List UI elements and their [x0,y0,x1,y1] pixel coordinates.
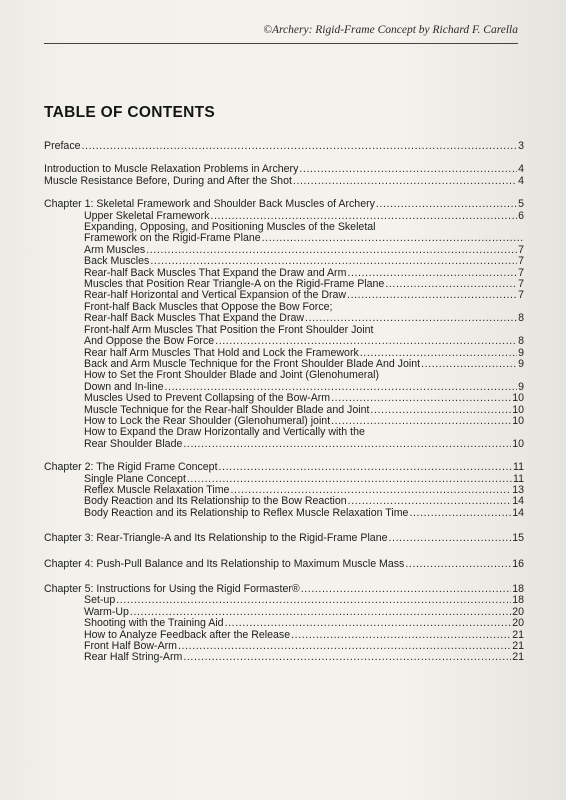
toc-entry-row [84,652,524,663]
toc-entry[interactable] [44,325,524,348]
toc-page-number: 7 [518,243,524,256]
dot-leader [293,176,517,187]
toc-page-number: 11 [513,461,524,474]
toc-entry-text: How to Set the Front Shoulder Blade and Joint (Glenohumeral) [84,369,380,382]
toc-entry-text: Chapter 4: Push-Pull Balance and Its Relationship to Maximum Muscle Mass [44,557,405,570]
toc-page-number: 8 [518,335,524,348]
toc-entry-row [44,559,524,570]
toc-page-number: 10 [512,403,524,416]
dot-leader [331,393,511,404]
toc-entry-text: Rear-half Back Muscles That Expand the Draw [84,312,305,325]
toc-page-number: 20 [512,617,524,630]
toc-entry[interactable] [44,302,524,325]
toc-page-number: 7 [518,289,524,302]
toc-entry-text: Front Half Bow-Arm [84,640,178,653]
toc-entry[interactable] [44,199,524,210]
dot-leader [262,233,523,244]
toc-entry-text: Framework on the Rigid-Frame Plane [84,232,261,245]
toc-page-number: 4 [518,174,524,187]
toc-page-number: 15 [512,532,524,545]
dot-leader [215,336,517,347]
toc-entry-text: Muscle Technique for the Rear-half Shoulder Blade and Joint [84,403,370,416]
toc-entry-text: And Oppose the Bow Force [84,335,215,348]
toc-page-number: 13 [512,483,524,496]
toc-entry-text: Upper Skeletal Framework [84,209,210,222]
dot-leader [183,652,511,663]
toc-entry-row [84,508,524,519]
table-of-contents [44,132,524,664]
toc-page-number: 4 [518,163,524,176]
toc-page-number: 18 [512,594,524,607]
toc-entry-text: Front-half Arm Muscles That Position the Front Shoulder Joint [84,323,374,336]
toc-entry[interactable] [44,141,524,152]
dot-leader [409,508,511,519]
toc-entry-text: Muscle Resistance Before, During and After the Shot [44,174,292,187]
toc-page-number: 7 [518,266,524,279]
toc-entry[interactable] [44,652,524,663]
toc-entry-text: Muscles that Position Rear Triangle-A on the Rigid-Frame Plane [84,278,385,291]
toc-entry-text: Set-up [84,594,116,607]
toc-entry-text: Down and In-line [84,380,164,393]
header-rule [44,43,518,44]
toc-entry-row [44,584,524,595]
toc-entry-row [84,336,524,347]
toc-entry-row [44,199,524,210]
toc-entry[interactable] [44,508,524,519]
toc-entry-text: Front-half Back Muscles that Oppose the Bow Force; [84,300,333,313]
toc-entry-text: Rear half Arm Muscles That Hold and Lock the Framework [84,346,359,359]
toc-page-number: 9 [518,357,524,370]
toc-entry-text: Rear-half Horizontal and Vertical Expansion of the Draw [84,289,347,302]
toc-entry[interactable] [44,176,524,187]
running-header: ©Archery: Rigid-Frame Concept by Richard F. Carella [263,24,518,36]
toc-entry-row [84,313,524,324]
dot-leader [305,313,517,324]
dot-leader [405,559,511,570]
dot-leader [146,245,517,256]
toc-entry-text: How to Analyze Feedback after the Release [84,628,291,641]
toc-entry-row [44,462,524,473]
dot-leader [178,641,511,652]
page-title: TABLE OF CONTENTS [44,104,215,121]
toc-entry[interactable] [44,584,524,595]
toc-page-number: 21 [512,651,524,664]
toc-page-number: 8 [518,312,524,325]
toc-page-number: 5 [518,198,524,211]
toc-page-number: 14 [512,506,524,519]
toc-entry[interactable] [44,222,524,245]
dot-leader [150,256,517,267]
dot-leader [219,462,512,473]
toc-entry-text: Body Reaction and its Relationship to Reflex Muscle Relaxation Time [84,506,409,519]
toc-page-number: 10 [512,392,524,405]
toc-page-number: 20 [512,605,524,618]
dot-leader [301,584,512,595]
toc-page-number: 16 [512,557,524,570]
dot-leader [187,474,512,485]
toc-entry[interactable] [44,462,524,473]
toc-entry-row [44,141,524,152]
dot-leader [183,439,511,450]
toc-entry-text: Rear Half String-Arm [84,651,183,664]
toc-entry-row [84,439,524,450]
toc-entry[interactable] [44,559,524,570]
toc-entry-row [44,533,524,544]
dot-leader [291,630,511,641]
dot-leader [299,164,517,175]
toc-entry[interactable] [44,618,524,629]
toc-entry[interactable] [44,370,524,393]
dot-leader [225,618,512,629]
toc-entry-text: Reflex Muscle Relaxation Time [84,483,230,496]
toc-page-number: 10 [512,437,524,450]
dot-leader [388,533,511,544]
toc-entry-text: Shooting with the Training Aid [84,617,224,630]
toc-page-number: 9 [518,380,524,393]
toc-entry-row [84,595,524,606]
toc-entry[interactable] [44,427,524,450]
toc-entry[interactable] [44,393,524,404]
toc-entry-row [84,245,524,256]
toc-entry-text: How to Expand the Draw Horizontally and Vertically with the [84,426,365,439]
toc-page-number: 10 [512,414,524,427]
toc-entry-text: Rear Shoulder Blade [84,437,183,450]
toc-page-number: 21 [512,640,524,653]
toc-entry-text: Preface [44,140,81,152]
toc-entry-text: Introduction to Muscle Relaxation Problems in Archery [44,163,299,176]
dot-leader [82,141,518,152]
toc-page-number: 7 [518,278,524,291]
toc-entry-row [84,256,524,267]
toc-entry[interactable] [44,256,524,267]
dot-leader [370,405,511,416]
toc-page-number: 3 [518,140,524,152]
toc-entry-text: How to Lock the Rear Shoulder (Glenohumeral) joint [84,414,331,427]
toc-entry-text: Body Reaction and Its Relationship to the Bow Reaction [84,495,347,508]
toc-page-number: 18 [512,583,524,595]
toc-page-number: 9 [518,346,524,359]
toc-entry-text: Chapter 2: The Rigid Frame Concept [44,461,218,474]
toc-entry-text: Chapter 1: Skeletal Framework and Shoulder Back Muscles of Archery [44,198,375,211]
toc-entry-text: Single Plane Concept [84,472,186,485]
dot-leader [385,279,517,290]
toc-entry-row [84,618,524,629]
toc-entry-text: Back and Arm Muscle Technique for the Front Shoulder Blade And Joint [84,357,421,370]
dot-leader [347,290,517,301]
toc-entry-text: Arm Muscles [84,243,146,256]
toc-entry-text: Chapter 5: Instructions for Using the Rigid Formaster® [44,583,300,595]
toc-entry-text: Warm-Up [84,605,129,618]
toc-entry[interactable] [44,533,524,544]
toc-entry-text: Muscles Used to Prevent Collapsing of the Bow-Arm [84,392,331,405]
toc-entry-row [44,176,524,187]
dot-leader [376,199,517,210]
toc-entry-row [84,233,524,244]
toc-page-number: 11 [513,472,524,485]
dot-leader [421,359,517,370]
toc-entry-row [84,393,524,404]
toc-page-number: 21 [512,628,524,641]
toc-entry-text: Expanding, Opposing, and Positioning Muscles of the Skeletal [84,221,376,234]
toc-page-number: 7 [518,255,524,268]
toc-page-number: 6 [518,209,524,222]
dot-leader [116,595,511,606]
toc-entry-text: Rear-half Back Muscles That Expand the Draw and Arm [84,266,347,279]
toc-entry-text: Back Muscles [84,255,150,268]
toc-entry-text: Chapter 3: Rear-Triangle-A and Its Relationship to the Rigid-Frame Plane [44,532,388,545]
toc-page-number: 14 [512,495,524,508]
